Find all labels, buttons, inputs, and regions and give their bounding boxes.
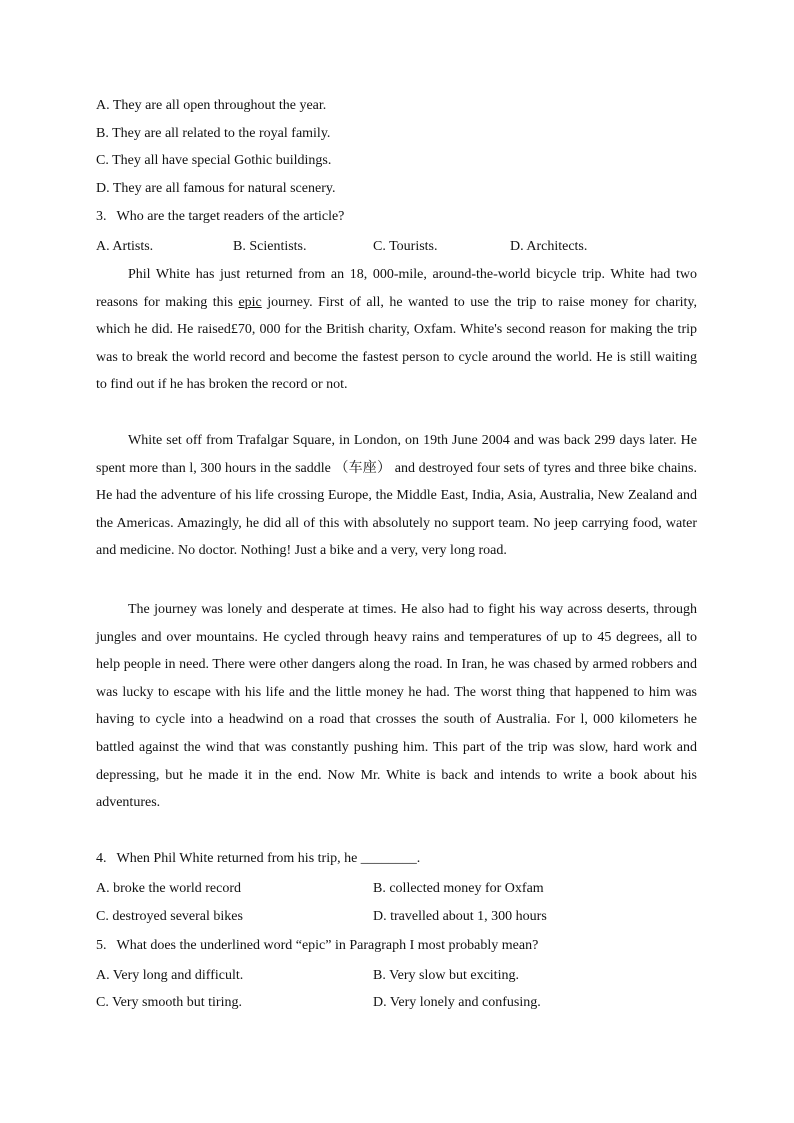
q4-option-d: D. travelled about 1, 300 hours: [373, 909, 547, 924]
underlined-word-epic: epic: [238, 294, 262, 310]
q4-text: When Phil White returned from his trip, he ________.: [116, 851, 421, 866]
q5-option-a: A. Very long and difficult.: [96, 968, 244, 983]
q3-number: 3.: [96, 209, 107, 224]
passage-paragraph-1: [96, 261, 697, 399]
q5-option-c: C. Very smooth but tiring.: [96, 995, 242, 1010]
q2-option-d: D. They are all famous for natural scenery.: [96, 181, 336, 196]
q5-number: 5.: [96, 938, 107, 953]
passage-paragraph-2: White set off from Trafalgar Square, in London, on 19th June 2004 and was back 299 days later. He spent more than l, 300 hours in the saddle （车座） and destroyed four sets of tyres and three bike chains. He had the adventure of his life crossing Europe, the Middle East, India, Asia, Australia, New Zealand and the Americas. Amazingly, he did all of this with absolutely no support team. No jeep carrying food, water and medicine. No doctor. Nothing! Just a bike and a very, very long road.: [96, 433, 697, 559]
p1-text-after: journey. First of all, he wanted to use the trip to raise money for charity, which he did. He raised£70, 000 for the British charity, Oxfam. White's second reason for making the trip was to break the world record and become the fastest person to cycle around the world. He is still waiting to find out if he has broken the record or not.: [96, 294, 698, 393]
q5-option-b: B. Very slow but exciting.: [373, 968, 519, 983]
q3-option-a: A. Artists.: [96, 239, 154, 254]
q4-option-c: C. destroyed several bikes: [96, 909, 243, 924]
p1-text-before: Phil White has just returned from an 18, 000-mile, around-the-world bicycle trip. White had two reasons for making this: [96, 267, 697, 310]
passage-paragraph-3: The journey was lonely and desperate at times. He also had to fight his way across deserts, through jungles and over mountains. He cycled through heavy rains and temperatures of up to 45 degrees, all to help people in need. There were other dangers along the road. In Iran, he was chased by armed robbers and was lucky to escape with his life and the little money he had. The worst thing that happened to him was having to cycle into a headwind on a road that crosses the south of Australia. For l, 000 kilometers he battled against the wind that was constantly pushing him. This part of the trip was slow, hard work and depressing, but he made it in the end. Now Mr. White is back and intends to write a book about his adventures.: [96, 602, 697, 811]
q3-option-b: B. Scientists.: [233, 239, 307, 254]
q4-question: [96, 849, 420, 869]
q3-question: [96, 207, 344, 227]
q5-text: What does the underlined word “epic” in Paragraph I most probably mean?: [116, 938, 539, 953]
q5-option-d: D. Very lonely and confusing.: [373, 995, 541, 1010]
q4-number: 4.: [96, 851, 107, 866]
q2-option-a: A. They are all open throughout the year.: [96, 98, 327, 113]
q3-option-d: D. Architects.: [510, 239, 588, 254]
q5-question: [96, 936, 538, 956]
q2-option-b: B. They are all related to the royal family.: [96, 126, 331, 141]
q3-option-c: C. Tourists.: [373, 239, 438, 254]
q2-option-c: C. They all have special Gothic buildings.: [96, 153, 332, 168]
q4-option-a: A. broke the world record: [96, 881, 242, 896]
q3-text: Who are the target readers of the article?: [116, 209, 345, 224]
q4-option-b: B. collected money for Oxfam: [373, 881, 544, 896]
